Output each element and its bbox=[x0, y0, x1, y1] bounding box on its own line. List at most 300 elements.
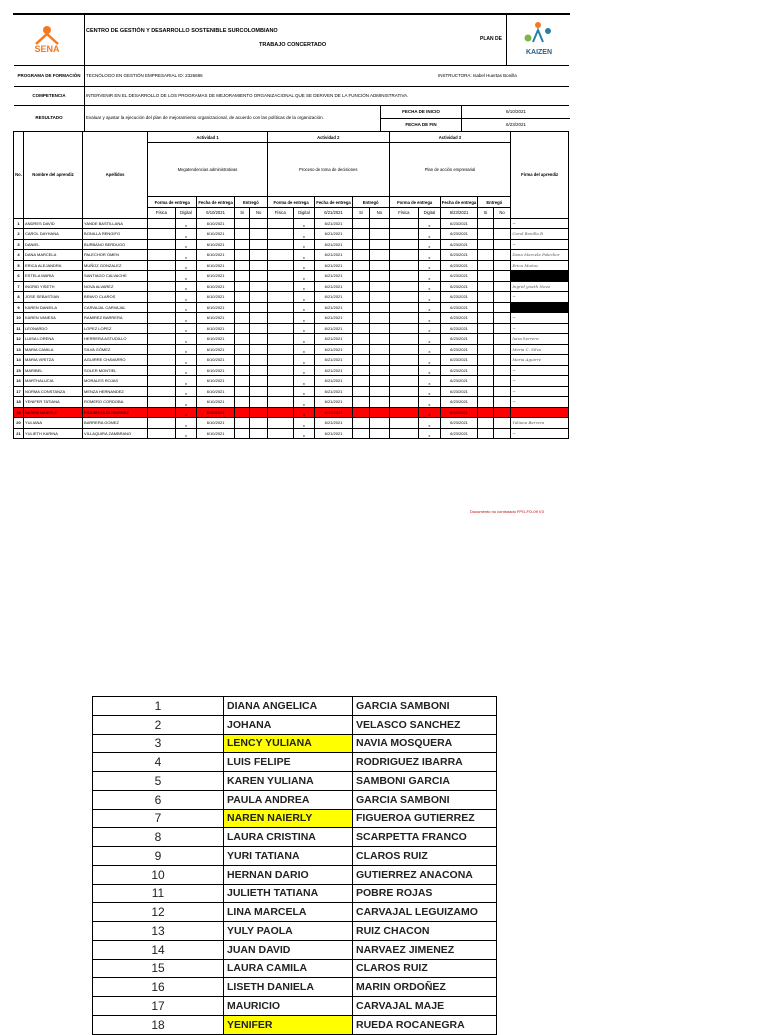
row-nombre: ERICA ALEJANDRA bbox=[23, 260, 82, 271]
cell-date: 6/23/2021 bbox=[440, 260, 477, 271]
plan-label: PLAN DE bbox=[480, 36, 502, 42]
list-item bbox=[93, 847, 497, 866]
table-row bbox=[14, 218, 569, 229]
row-apellidos: BRAVO CLAROS bbox=[83, 292, 148, 303]
list-last-name: POBRE ROJAS bbox=[353, 884, 497, 903]
cell-no bbox=[493, 302, 511, 313]
row-nombre: MARIA VIRITZA bbox=[23, 355, 82, 366]
cell-si bbox=[234, 386, 250, 397]
cell-no bbox=[493, 418, 511, 429]
list-first-name: LENCY YULIANA bbox=[224, 734, 353, 753]
row-nombre: JOSE SEBASTIAN bbox=[23, 292, 82, 303]
cell-digital-x: x bbox=[293, 281, 315, 292]
col-digital: Digital bbox=[419, 208, 441, 219]
cell-date: 6/10/2021 bbox=[197, 271, 234, 282]
cell-digital-x: x bbox=[419, 386, 441, 397]
table-row bbox=[14, 323, 569, 334]
signature: Ingrid yiseth Nova bbox=[511, 281, 569, 292]
activity-desc: Plan de acción empresarial bbox=[389, 143, 511, 197]
row-no: 7 bbox=[14, 281, 24, 292]
competencia-row: COMPETENCIA INTERVENIR EN EL DESARROLLO DE LOS PROGRAMAS DE MEJORAMIENTO ORGANIZACIONAL QUE SE DERIVEN DE LA FUNCIÓN ADMINISTRATIVA. bbox=[14, 86, 569, 106]
cell-fisica bbox=[267, 292, 293, 303]
col-fisica: Física bbox=[389, 208, 418, 219]
table-row bbox=[14, 271, 569, 282]
cell-date: 6/21/2021 bbox=[315, 355, 352, 366]
cell-digital-x: x bbox=[293, 323, 315, 334]
list-item bbox=[93, 865, 497, 884]
row-nombre: KAREN DANIELA bbox=[23, 302, 82, 313]
row-nombre: MARIA CAMILA bbox=[23, 344, 82, 355]
cell-si bbox=[352, 365, 369, 376]
row-apellidos: MORALES ROJAS bbox=[83, 376, 148, 387]
list-first-name: LAURA CRISTINA bbox=[224, 828, 353, 847]
cell-date: 6/21/2021 bbox=[315, 218, 352, 229]
cell-fisica bbox=[389, 313, 418, 324]
cell-no bbox=[250, 229, 268, 240]
list-number: 13 bbox=[93, 922, 224, 941]
cell-fisica bbox=[148, 302, 176, 313]
cell-si bbox=[234, 271, 250, 282]
cell-digital-x: x bbox=[175, 302, 197, 313]
cell-si bbox=[478, 397, 494, 408]
signature: ~ bbox=[511, 386, 569, 397]
cell-fisica bbox=[267, 218, 293, 229]
signature: Maria C. Silva bbox=[511, 344, 569, 355]
list-item bbox=[93, 903, 497, 922]
list-last-name: RUIZ CHACON bbox=[353, 922, 497, 941]
table-row bbox=[14, 313, 569, 324]
list-first-name: JUAN DAVID bbox=[224, 940, 353, 959]
cell-si bbox=[352, 218, 369, 229]
col-digital: Digital bbox=[293, 208, 315, 219]
cell-fisica bbox=[148, 344, 176, 355]
list-number: 16 bbox=[93, 978, 224, 997]
col-si: Si bbox=[478, 208, 494, 219]
cell-fisica bbox=[389, 292, 418, 303]
signature: Erica Muñoz bbox=[511, 260, 569, 271]
cell-no bbox=[370, 323, 389, 334]
cell-si bbox=[234, 355, 250, 366]
activity-title: Actividad 2 bbox=[267, 132, 389, 143]
cell-si bbox=[352, 302, 369, 313]
list-item bbox=[93, 772, 497, 791]
col-no-entrego: No bbox=[493, 208, 511, 219]
list-number: 8 bbox=[93, 828, 224, 847]
row-apellidos: BURBANO BERDUGO bbox=[83, 239, 148, 250]
signature: Yuliana Barrera bbox=[511, 418, 569, 429]
list-number: 17 bbox=[93, 997, 224, 1016]
activity-date: 6/23/2021 bbox=[440, 208, 477, 219]
cell-fisica bbox=[148, 355, 176, 366]
cell-digital-x: x bbox=[293, 365, 315, 376]
cell-fisica bbox=[267, 365, 293, 376]
cell-fisica bbox=[267, 376, 293, 387]
cell-digital-x: x bbox=[293, 218, 315, 229]
row-nombre: NORMA CONSTANZA bbox=[23, 386, 82, 397]
cell-si bbox=[352, 260, 369, 271]
cell-si bbox=[478, 428, 494, 439]
table-row bbox=[14, 428, 569, 439]
cell-si bbox=[478, 239, 494, 250]
cell-fisica bbox=[148, 365, 176, 376]
signature: ~ bbox=[511, 239, 569, 250]
cell-si bbox=[478, 281, 494, 292]
cell-date: 6/21/2021 bbox=[315, 376, 352, 387]
cell-no bbox=[493, 218, 511, 229]
programa-row: PROGRAMA DE FORMACIÓN TECNÓLOGO EN GESTIÓN EMPRESARIAL ID: 2326686 INSTRUCTORA: Isabel Huertas Bonilla bbox=[14, 65, 569, 87]
cell-digital-x: x bbox=[419, 344, 441, 355]
cell-no bbox=[370, 397, 389, 408]
row-nombre: YENIFER TATIANA bbox=[23, 397, 82, 408]
signature: ~ bbox=[511, 313, 569, 324]
cell-fisica bbox=[389, 376, 418, 387]
list-last-name: CLAROS RUIZ bbox=[353, 959, 497, 978]
cell-fisica bbox=[389, 407, 418, 418]
cell-si bbox=[478, 334, 494, 345]
cell-no bbox=[250, 397, 268, 408]
table-row bbox=[14, 239, 569, 250]
row-no: 15 bbox=[14, 365, 24, 376]
cell-si bbox=[478, 418, 494, 429]
cell-date: 6/23/2021 bbox=[440, 323, 477, 334]
row-apellidos: ROMERO CORDOBA bbox=[83, 397, 148, 408]
cell-no bbox=[493, 229, 511, 240]
cell-date: 6/21/2021 bbox=[315, 292, 352, 303]
row-no: 2 bbox=[14, 229, 24, 240]
cell-no bbox=[370, 386, 389, 397]
cell-si bbox=[478, 218, 494, 229]
row-apellidos: AGUIRRE CHAVARRO bbox=[83, 355, 148, 366]
list-last-name: SAMBONI GARCIA bbox=[353, 772, 497, 791]
cell-digital-x: x bbox=[293, 334, 315, 345]
cell-no bbox=[250, 302, 268, 313]
col-entrego: Entregó bbox=[478, 197, 511, 208]
cell-si bbox=[352, 313, 369, 324]
sheet-header bbox=[14, 14, 569, 66]
row-nombre: LUISA LORENA bbox=[23, 334, 82, 345]
cell-date: 6/10/2021 bbox=[197, 397, 234, 408]
cell-si bbox=[234, 260, 250, 271]
cell-no bbox=[493, 313, 511, 324]
signature: Carol Bonilla R bbox=[511, 229, 569, 240]
activity-date: 6/21/2021 bbox=[315, 208, 352, 219]
cell-digital-x: x bbox=[293, 239, 315, 250]
list-first-name: YURI TATIANA bbox=[224, 847, 353, 866]
cell-si bbox=[234, 281, 250, 292]
cell-no bbox=[370, 365, 389, 376]
cell-fisica bbox=[148, 407, 176, 418]
cell-no bbox=[370, 407, 389, 418]
activity-date: 6/10/2021 bbox=[197, 208, 234, 219]
table-row bbox=[14, 250, 569, 261]
list-last-name: RUEDA ROCANEGRA bbox=[353, 1015, 497, 1034]
cell-date: 6/10/2021 bbox=[197, 292, 234, 303]
list-first-name: MAURICIO bbox=[224, 997, 353, 1016]
cell-si bbox=[352, 281, 369, 292]
row-no: 8 bbox=[14, 292, 24, 303]
cell-no bbox=[250, 323, 268, 334]
cell-no bbox=[370, 355, 389, 366]
cell-digital-x: x bbox=[293, 271, 315, 282]
cell-fisica bbox=[148, 292, 176, 303]
cell-date: 6/10/2021 bbox=[197, 407, 234, 418]
cell-digital-x: x bbox=[175, 386, 197, 397]
signature: ~ bbox=[511, 428, 569, 439]
cell-fisica bbox=[267, 239, 293, 250]
cell-si bbox=[234, 376, 250, 387]
cell-si bbox=[478, 344, 494, 355]
list-number: 5 bbox=[93, 772, 224, 791]
cell-no bbox=[493, 397, 511, 408]
cell-date: 6/21/2021 bbox=[315, 428, 352, 439]
signature bbox=[511, 407, 569, 418]
cell-fisica bbox=[389, 250, 418, 261]
cell-no bbox=[370, 428, 389, 439]
cell-no bbox=[250, 292, 268, 303]
cell-date: 6/10/2021 bbox=[197, 313, 234, 324]
table-row bbox=[14, 386, 569, 397]
cell-fisica bbox=[148, 376, 176, 387]
list-number: 14 bbox=[93, 940, 224, 959]
cell-si bbox=[234, 292, 250, 303]
cell-si bbox=[352, 344, 369, 355]
row-apellidos: MUÑOZ GONZALEZ bbox=[83, 260, 148, 271]
cell-digital-x: x bbox=[175, 260, 197, 271]
cell-no bbox=[250, 334, 268, 345]
signature: ~ bbox=[511, 292, 569, 303]
cell-si bbox=[352, 292, 369, 303]
cell-date: 6/21/2021 bbox=[315, 397, 352, 408]
row-no: 16 bbox=[14, 376, 24, 387]
cell-no bbox=[370, 271, 389, 282]
cell-no bbox=[250, 386, 268, 397]
cell-date: 6/23/2021 bbox=[440, 386, 477, 397]
row-nombre: MARIBEL bbox=[23, 365, 82, 376]
cell-no bbox=[250, 281, 268, 292]
activity-desc: Proceso de toma de decisiones bbox=[267, 143, 389, 197]
cell-digital-x: x bbox=[419, 313, 441, 324]
cell-date: 6/10/2021 bbox=[197, 239, 234, 250]
cell-no bbox=[370, 313, 389, 324]
list-number: 15 bbox=[93, 959, 224, 978]
row-nombre: NAREN NAIERLY bbox=[23, 407, 82, 418]
cell-no bbox=[250, 250, 268, 261]
cell-no bbox=[493, 260, 511, 271]
row-nombre: ANDRES DAVID bbox=[23, 218, 82, 229]
list-last-name: CLAROS RUIZ bbox=[353, 847, 497, 866]
cell-si bbox=[234, 365, 250, 376]
cell-no bbox=[493, 250, 511, 261]
row-no: 9 bbox=[14, 302, 24, 313]
list-last-name: MARIN ORDOÑEZ bbox=[353, 978, 497, 997]
table-row bbox=[14, 344, 569, 355]
cell-no bbox=[370, 239, 389, 250]
list-first-name: PAULA ANDREA bbox=[224, 790, 353, 809]
doc-title: TRABAJO CONCERTADO bbox=[259, 42, 327, 48]
cell-date: 6/10/2021 bbox=[197, 418, 234, 429]
cell-digital-x: x bbox=[293, 418, 315, 429]
cell-no bbox=[370, 418, 389, 429]
cell-si bbox=[478, 365, 494, 376]
cell-digital-x: x bbox=[419, 260, 441, 271]
cell-si bbox=[234, 428, 250, 439]
cell-date: 6/10/2021 bbox=[197, 365, 234, 376]
cell-no bbox=[250, 344, 268, 355]
cell-date: 6/23/2021 bbox=[440, 397, 477, 408]
cell-date: 6/23/2021 bbox=[440, 418, 477, 429]
row-no: 13 bbox=[14, 344, 24, 355]
list-first-name: LINA MARCELA bbox=[224, 903, 353, 922]
col-forma: Forma de entrega bbox=[148, 197, 197, 208]
cell-si bbox=[478, 271, 494, 282]
cell-date: 6/21/2021 bbox=[315, 365, 352, 376]
row-nombre: MARTHALUCIA bbox=[23, 376, 82, 387]
cell-date: 6/10/2021 bbox=[197, 250, 234, 261]
cell-si bbox=[478, 292, 494, 303]
table-row bbox=[14, 292, 569, 303]
cell-date: 6/21/2021 bbox=[315, 407, 352, 418]
cell-no bbox=[493, 428, 511, 439]
name-list-table bbox=[92, 696, 497, 1035]
cell-fisica bbox=[389, 323, 418, 334]
cell-no bbox=[370, 281, 389, 292]
cell-fisica bbox=[389, 418, 418, 429]
row-no: 20 bbox=[14, 418, 24, 429]
cell-digital-x: x bbox=[419, 418, 441, 429]
row-apellidos: YANDE BASTILLANA bbox=[83, 218, 148, 229]
list-number: 3 bbox=[93, 734, 224, 753]
cell-digital-x: x bbox=[175, 428, 197, 439]
table-row bbox=[14, 355, 569, 366]
row-no: 3 bbox=[14, 239, 24, 250]
cell-fisica bbox=[267, 334, 293, 345]
list-number: 10 bbox=[93, 865, 224, 884]
col-no: No. bbox=[14, 132, 24, 219]
cell-date: 6/23/2021 bbox=[440, 428, 477, 439]
resultado-row: RESULTADO Evaluar y ajustar la ejecución del plan de mejoramiento organizacional, de acuerdo con las políticas de la organización. FECHA DE INICIO 6/10/2021 FECHA DE FIN 6/23/2021 bbox=[14, 105, 569, 132]
row-apellidos: PALECHOR OMEN bbox=[83, 250, 148, 261]
cell-si bbox=[234, 229, 250, 240]
cell-digital-x: x bbox=[175, 250, 197, 261]
cell-date: 6/21/2021 bbox=[315, 229, 352, 240]
cell-no bbox=[493, 355, 511, 366]
cell-date: 6/10/2021 bbox=[197, 229, 234, 240]
row-nombre: YULIANA bbox=[23, 418, 82, 429]
cell-fisica bbox=[148, 271, 176, 282]
row-no: 18 bbox=[14, 397, 24, 408]
cell-date: 6/21/2021 bbox=[315, 418, 352, 429]
list-last-name: VELASCO SANCHEZ bbox=[353, 715, 497, 734]
list-first-name: LAURA CAMILA bbox=[224, 959, 353, 978]
cell-fisica bbox=[148, 250, 176, 261]
cell-fisica bbox=[267, 229, 293, 240]
cell-date: 6/23/2021 bbox=[440, 250, 477, 261]
table-row bbox=[14, 376, 569, 387]
cell-si bbox=[234, 407, 250, 418]
kaizen-logo-icon bbox=[507, 14, 570, 65]
col-nombre: Nombre del aprendiz bbox=[23, 132, 82, 219]
activity-desc: Megatendencias administrativas bbox=[148, 143, 268, 197]
cell-si bbox=[234, 344, 250, 355]
cell-date: 6/10/2021 bbox=[197, 281, 234, 292]
signature bbox=[511, 302, 569, 313]
cell-no bbox=[250, 260, 268, 271]
col-no-entrego: No bbox=[370, 208, 389, 219]
cell-digital-x: x bbox=[293, 229, 315, 240]
cell-digital-x: x bbox=[419, 292, 441, 303]
cell-fisica bbox=[148, 313, 176, 324]
row-no: 10 bbox=[14, 313, 24, 324]
col-digital: Digital bbox=[175, 208, 197, 219]
list-item bbox=[93, 790, 497, 809]
signature: ~ bbox=[511, 323, 569, 334]
cell-date: 6/10/2021 bbox=[197, 302, 234, 313]
cell-si bbox=[234, 313, 250, 324]
cell-date: 6/10/2021 bbox=[197, 428, 234, 439]
cell-digital-x: x bbox=[293, 260, 315, 271]
cell-si bbox=[478, 313, 494, 324]
list-last-name: NARVAEZ JIMENEZ bbox=[353, 940, 497, 959]
signature: ~ bbox=[511, 376, 569, 387]
signature: ~ bbox=[511, 365, 569, 376]
list-first-name: JULIETH TATIANA bbox=[224, 884, 353, 903]
footnote: Documento no controlado FPG-FO-09 V3 bbox=[470, 509, 544, 514]
cell-fisica bbox=[389, 344, 418, 355]
sena-logo bbox=[14, 14, 85, 65]
cell-no bbox=[370, 229, 389, 240]
row-no: 19 bbox=[14, 407, 24, 418]
cell-fisica bbox=[267, 407, 293, 418]
cell-date: 6/10/2021 bbox=[197, 344, 234, 355]
cell-digital-x: x bbox=[419, 355, 441, 366]
cell-no bbox=[370, 250, 389, 261]
list-first-name: YENIFER bbox=[224, 1015, 353, 1034]
cell-fisica bbox=[389, 239, 418, 250]
cell-fisica bbox=[267, 428, 293, 439]
row-apellidos: BARRERA GOMEZ bbox=[83, 418, 148, 429]
list-number: 6 bbox=[93, 790, 224, 809]
svg-text:KAIZEN: KAIZEN bbox=[525, 49, 553, 56]
students-table bbox=[13, 131, 569, 439]
cell-digital-x: x bbox=[175, 239, 197, 250]
cell-digital-x: x bbox=[175, 313, 197, 324]
cell-fisica bbox=[148, 397, 176, 408]
cell-date: 6/23/2021 bbox=[440, 271, 477, 282]
list-first-name: YULY PAOLA bbox=[224, 922, 353, 941]
signature bbox=[511, 271, 569, 282]
cell-date: 6/10/2021 bbox=[197, 386, 234, 397]
row-nombre: LEONARDO bbox=[23, 323, 82, 334]
signature: Maria Aguirre bbox=[511, 355, 569, 366]
cell-si bbox=[478, 407, 494, 418]
row-apellidos: MENZA HERNANDEZ bbox=[83, 386, 148, 397]
cell-fisica bbox=[389, 386, 418, 397]
cell-date: 6/23/2021 bbox=[440, 355, 477, 366]
cell-no bbox=[493, 344, 511, 355]
cell-date: 6/10/2021 bbox=[197, 376, 234, 387]
cell-digital-x: x bbox=[419, 428, 441, 439]
cell-date: 6/23/2021 bbox=[440, 334, 477, 345]
row-nombre: INGRID YISETH bbox=[23, 281, 82, 292]
cell-digital-x: x bbox=[419, 365, 441, 376]
cell-fisica bbox=[267, 386, 293, 397]
signature: Dana Marcela Palechor bbox=[511, 250, 569, 261]
cell-digital-x: x bbox=[293, 397, 315, 408]
cell-date: 6/21/2021 bbox=[315, 344, 352, 355]
cell-fisica bbox=[267, 302, 293, 313]
col-no-entrego: No bbox=[250, 208, 268, 219]
cell-date: 6/23/2021 bbox=[440, 218, 477, 229]
